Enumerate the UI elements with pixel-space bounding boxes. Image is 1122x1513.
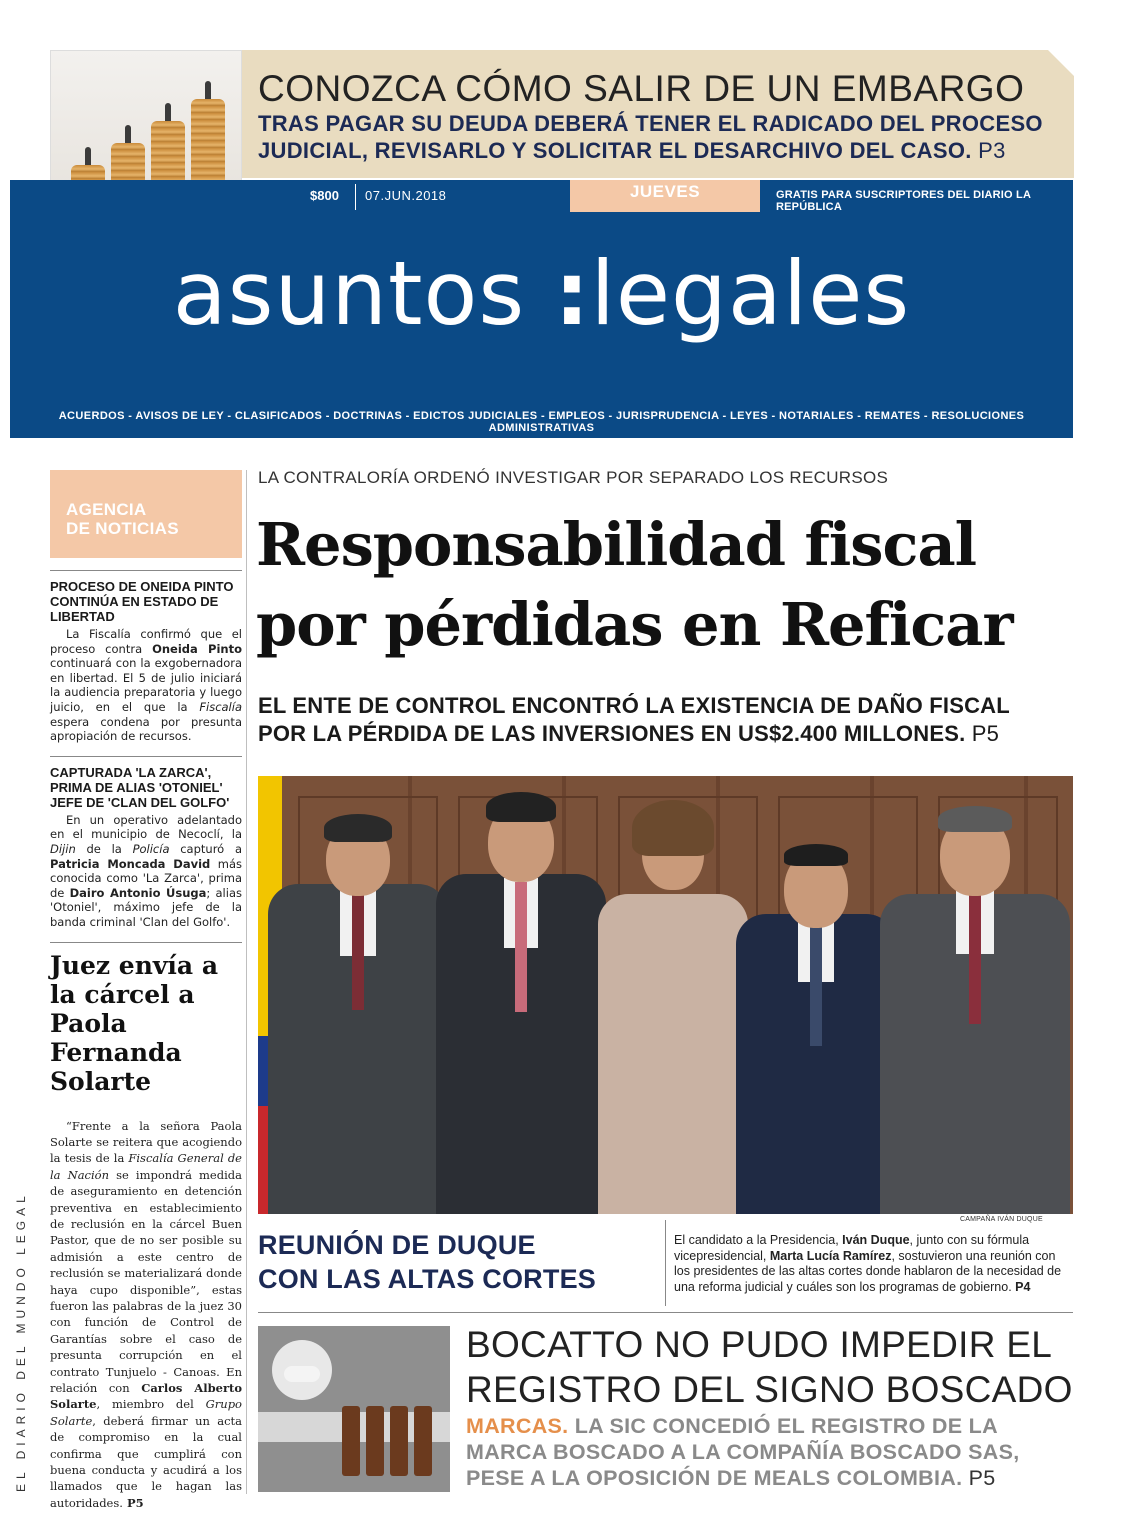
figurine xyxy=(125,125,131,143)
promo-subtitle-text: TRAS PAGAR SU DEUDA DEBERÁ TENER EL RADICADO DEL PROCESO JUDICIAL, REVISARLO Y SOLICITAR EL DESARCHIVO DEL CASO. xyxy=(258,111,1043,163)
chocolate-bar xyxy=(366,1406,384,1476)
hair xyxy=(324,814,392,842)
headline-line: por pérdidas en Reficar xyxy=(256,590,1013,659)
weekday-label: JUEVES xyxy=(629,182,701,201)
text-run-italic: Policía xyxy=(132,841,170,856)
tie xyxy=(969,894,981,1024)
text-run: La Fiscalía confirmó que el proceso contra xyxy=(50,627,242,656)
main-deck xyxy=(258,692,1078,748)
promo-page-ref: P3 xyxy=(978,138,1006,163)
logo-word-left: asuntos xyxy=(172,242,526,345)
caption-headline-line: CON LAS ALTAS CORTES xyxy=(258,1264,596,1294)
left-story-body xyxy=(50,1118,242,1512)
caption-headline-line: REUNIÓN DE DUQUE xyxy=(258,1230,536,1260)
bottom-story-headline[interactable] xyxy=(466,1322,1076,1412)
chocolate-bar xyxy=(342,1406,360,1476)
brief-body xyxy=(50,813,242,930)
person xyxy=(880,794,1070,1214)
text-run-bold: Oneida Pinto xyxy=(152,641,243,656)
column-divider xyxy=(246,470,247,1494)
bottom-headline-line: BOCATTO NO PUDO IMPEDIR EL xyxy=(466,1324,1053,1365)
page-ref: P5 xyxy=(122,1495,144,1510)
subscriber-note: GRATIS PARA SUSCRIPTORES DEL DIARIO LA REPÚBLICA xyxy=(776,189,1031,213)
deck-page-ref: P5 xyxy=(971,721,1000,746)
brief-headline: CAPTURADA 'LA ZARCA', PRIMA DE ALIAS 'OTONIEL' JEFE DE 'CLAN DEL GOLFO' xyxy=(50,764,230,810)
text-run: capturó a xyxy=(169,841,242,856)
tie xyxy=(352,890,364,1010)
hair xyxy=(632,800,714,856)
text-run: , miembro del xyxy=(96,1397,206,1412)
text-run: más conocida como 'La Zarca', prima de xyxy=(50,856,242,900)
hair xyxy=(784,844,848,866)
worker-mask xyxy=(284,1366,320,1382)
text-run: de la xyxy=(75,841,133,856)
agency-label-line2: DE NOTICIAS xyxy=(66,519,179,538)
promo-subtitle xyxy=(258,110,1074,164)
deck-line-2 xyxy=(258,720,1078,748)
text-run: El candidato a la Presidencia, xyxy=(674,1233,843,1247)
suit xyxy=(598,894,748,1214)
page-ref: P4 xyxy=(1011,1279,1031,1294)
text-run: continuará con la exgobernadora en libertad. El 5 de julio iniciará la audiencia preparatoria y luego juicio, en el que la xyxy=(50,656,242,714)
text-run-bold: Dairo Antonio Úsuga xyxy=(69,885,207,900)
bottom-headline-line: REGISTRO DEL SIGNO BOSCADO xyxy=(466,1369,1073,1410)
text-run-italic: Grupo Solarte xyxy=(50,1397,242,1428)
chocolate-bar xyxy=(414,1406,432,1476)
deck-line: EL ENTE DE CONTROL ENCONTRÓ LA EXISTENCIA DE DAÑO FISCAL xyxy=(258,693,1010,718)
photo-credit: CAMPAÑA IVÁN DUQUE xyxy=(960,1216,1043,1223)
brief-headline: PROCESO DE ONEIDA PINTO CONTINÚA EN ESTADO DE LIBERTAD xyxy=(50,579,234,624)
text-run-italic: Dijin xyxy=(50,841,76,856)
chocolate-bar xyxy=(390,1406,408,1476)
text-run: “Frente a la señora Paola Solarte se reitera que acogiendo la tesis de la xyxy=(50,1118,242,1166)
text-run-bold: Patricia Moncada David xyxy=(50,856,211,871)
hair xyxy=(938,806,1012,832)
masthead xyxy=(10,180,1073,438)
figurine xyxy=(205,81,211,99)
text-run: , sostuvieron una reunión con los presidentes de las altas cortes donde hablaron de la necesidad de una reforma judicial y cuáles son los programas de gobierno. xyxy=(674,1248,1062,1294)
masthead-meta-row xyxy=(10,182,1073,212)
main-headline[interactable] xyxy=(256,505,1076,665)
logo-word-right: legales xyxy=(590,242,911,345)
left-story-headline[interactable]: Juez envía a la cárcel a Paola Fernanda Solarte xyxy=(50,942,242,1096)
text-run-bold: Carlos Alberto Solarte xyxy=(50,1381,242,1412)
vertical-tagline: EL DIARIO DEL MUNDO LEGAL xyxy=(14,1191,28,1492)
weekday-badge xyxy=(570,180,760,212)
text-run: , junto con su fórmula vicepresidencial, xyxy=(674,1233,1030,1263)
logo-colon: : xyxy=(554,242,591,345)
person xyxy=(736,814,896,1214)
text-run-italic: Fiscalía General de la Nación xyxy=(50,1151,242,1182)
news-agency-column xyxy=(50,470,242,1511)
text-run-bold: Marta Lucía Ramírez xyxy=(769,1248,892,1263)
page-ref: P5 xyxy=(962,1466,996,1490)
issue-date: 07.JUN.2018 xyxy=(365,188,447,203)
text-run: En un operativo adelantado en el municipio de Necoclí, la xyxy=(50,812,242,842)
deck-text: LA SIC CONCEDIÓ EL REGISTRO DE LA MARCA BOSCADO A LA COMPAÑÍA BOSCADO SAS, PESE A LA OPOSICIÓN DE MEALS COLOMBIA. xyxy=(466,1414,1020,1490)
news-brief[interactable] xyxy=(50,570,242,744)
agency-label-line1: AGENCIA xyxy=(66,500,147,519)
section-index: ACUERDOS - AVISOS DE LEY - CLASIFICADOS - DOCTRINAS - EDICTOS JUDICIALES - EMPLEOS - JURISPRUDENCIA - LEYES - NOTARIALES - REMATES - RESOLUCIONES ADMINISTRATIVAS xyxy=(58,410,1025,434)
tie xyxy=(810,926,822,1046)
text-run: , deberá firmar un acta de compromiso en la cual confirma que cumplirá con buena conducta y acudirá a los llamados que le hagan las autoridades. xyxy=(50,1413,242,1510)
text-run: espera condena por presunta apropiación de recursos. xyxy=(50,714,242,744)
agency-header xyxy=(50,470,242,558)
text-run: ; alias 'Otoniel', máximo jefe de la banda criminal 'Clan del Golfo'. xyxy=(50,885,242,929)
text-run: se impondrá medida de aseguramiento en detención preventiva en establecimiento de reclusión en la cárcel Buen Pastor, que de no ser posible su admisión a este centro de reclusión se materializará donde haya cupo disponible”, estas fueron las palabras de la juez 30 con función de Control de Garantías sobre el caso de presunta corrupción en el contrato Tunjuelo - Canoas. En relación con xyxy=(50,1167,242,1395)
person xyxy=(436,776,606,1214)
figurine xyxy=(85,147,91,165)
hair xyxy=(486,792,556,822)
headline-line: Responsabilidad fiscal xyxy=(256,510,977,579)
promo-title: CONOZCA CÓMO SALIR DE UN EMBARGO xyxy=(258,68,1025,109)
news-brief[interactable] xyxy=(50,756,242,930)
promo-text-box xyxy=(242,50,1074,178)
brief-body xyxy=(50,627,242,744)
group-photo[interactable] xyxy=(258,776,1073,1214)
chocolate-factory-photo[interactable] xyxy=(258,1326,450,1492)
figurine xyxy=(165,103,171,121)
photo-caption-text xyxy=(674,1233,1074,1295)
tie xyxy=(515,882,527,1012)
bottom-story-deck xyxy=(466,1413,1076,1491)
page-fold-corner xyxy=(1048,50,1074,76)
publication-logo[interactable] xyxy=(10,244,1073,344)
issue-price: $800 xyxy=(310,188,339,203)
text-run-bold: Iván Duque xyxy=(842,1233,910,1247)
caption-divider xyxy=(665,1220,666,1306)
person xyxy=(598,784,748,1214)
section-label: MARCAS. xyxy=(466,1414,569,1438)
divider xyxy=(355,184,356,210)
photo-caption-headline[interactable] xyxy=(258,1228,658,1296)
text-run-italic: Fiscalía xyxy=(199,699,242,714)
main-kicker: LA CONTRALORÍA ORDENÓ INVESTIGAR POR SEPARADO LOS RECURSOS xyxy=(258,468,889,487)
deck-text: POR LA PÉRDIDA DE LAS INVERSIONES EN US$2.400 MILLONES. xyxy=(258,721,966,746)
section-rule xyxy=(258,1312,1073,1313)
person xyxy=(268,804,448,1214)
